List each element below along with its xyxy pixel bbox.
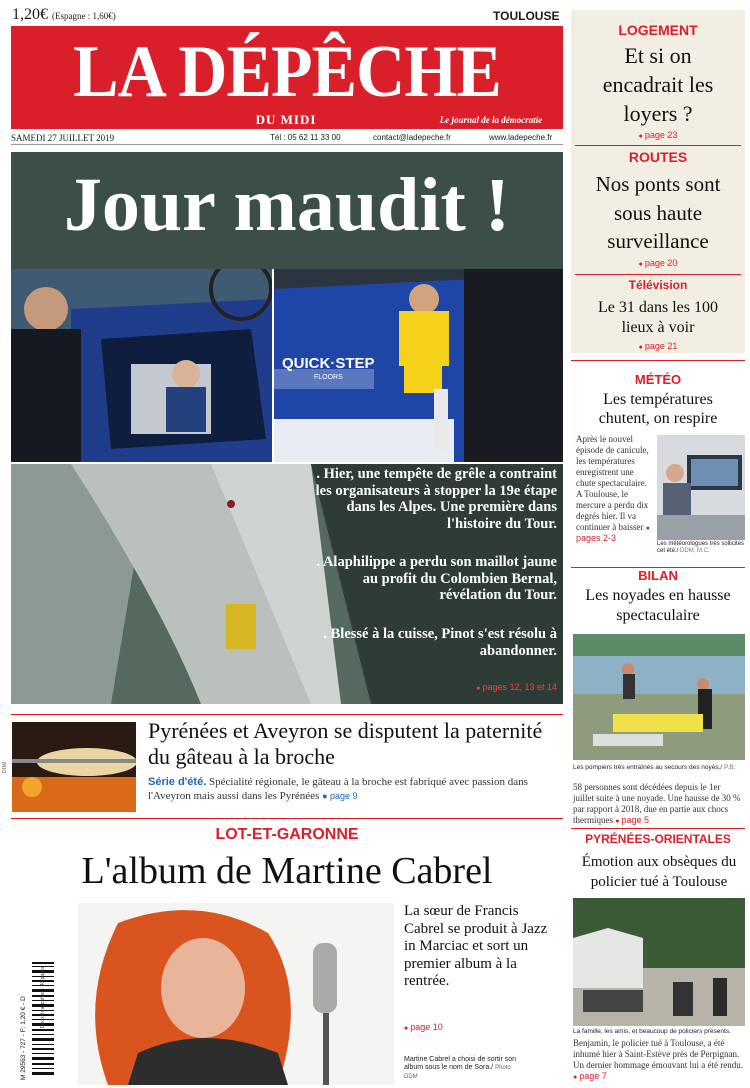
- cabrel-caption-text: Martine Cabrel a choisi de sortir son album sous le nom de Sora./: [404, 1056, 517, 1072]
- dateline: [11, 133, 563, 145]
- cabrel-credit: Photo DDM: [404, 1065, 511, 1080]
- routes-label: ROUTES: [628, 149, 688, 165]
- barcode: [12, 930, 58, 1082]
- meteo-title[interactable]: Les températures chutent, on respire: [598, 391, 718, 427]
- email[interactable]: contact@ladepeche.fr: [373, 133, 451, 142]
- price-spain: (Espagne : 1,60€): [52, 11, 116, 21]
- bilan-title[interactable]: Les noyades en hausse spectaculaire: [585, 587, 731, 624]
- sidebar-divider-5: [571, 828, 745, 829]
- po-page[interactable]: ● page 7: [573, 1071, 607, 1081]
- po-title[interactable]: Émotion aux obsèques du policier tué à Toulouse: [581, 854, 737, 890]
- barcode-code: M 29563 - 727 - F: 1,20 € - D: [20, 996, 27, 1080]
- lead-pages[interactable]: ● pages 12, 13 et 14: [311, 682, 557, 692]
- photo-cabrel: [78, 903, 394, 1085]
- masthead-logo[interactable]: [11, 26, 563, 129]
- meteo-illustration: [657, 435, 745, 540]
- cabrel-caption: [404, 1056, 524, 1081]
- logement-title[interactable]: Et si on encadrait les loyers ?: [602, 43, 714, 126]
- gateau-kicker: Série d'été.: [148, 776, 207, 788]
- bilan-body: [573, 782, 743, 826]
- bilan-credit: P.B.: [724, 764, 736, 771]
- website[interactable]: www.ladepeche.fr: [489, 133, 553, 142]
- photo-meteo: [657, 435, 745, 540]
- cabrel-title[interactable]: L'album de Martine Cabrel: [81, 850, 493, 892]
- lead-bullet-3[interactable]: . Blessé à la cuisse, Pinot s'est résolu à abandonner.: [323, 626, 557, 659]
- gateau-page[interactable]: ● page 9: [322, 791, 358, 801]
- lead-bullet-1[interactable]: . Hier, une tempête de grêle a contraint les organisateurs à stopper la 19e étape dans les Alpes. Une première dans l'histoire du Tour.: [315, 466, 557, 532]
- gateau-illustration: [12, 722, 136, 812]
- price-value: 1,20€: [12, 6, 48, 23]
- sidebar: [571, 10, 745, 1085]
- date: SAMEDI 27 JUILLET 2019: [11, 133, 115, 143]
- bilan-caption: [573, 764, 745, 772]
- meteo-body: [576, 434, 654, 544]
- lead-headline-banner: [11, 152, 563, 269]
- lead-bullets: [311, 464, 563, 704]
- lead-bullet-2[interactable]: . Alaphilippe a perdu son maillot jaune au profit du Colombien Bernal, révélation du Tour.: [316, 554, 557, 603]
- routes-title[interactable]: Nos ponts sont sous haute surveillance: [595, 172, 721, 253]
- meteo-caption: [657, 541, 745, 555]
- po-body: [573, 1038, 745, 1082]
- logo-text: LA DÉPÊCHE: [73, 31, 501, 113]
- television-page[interactable]: ● page 21: [571, 341, 745, 351]
- cabrel-page[interactable]: ● page 10: [404, 1022, 443, 1032]
- cabrel-label: LOT-ET-GARONNE: [215, 826, 359, 843]
- edition-label: TOULOUSE: [493, 9, 560, 23]
- photo-team-car: [11, 269, 272, 462]
- cabrel-illustration: [78, 903, 394, 1085]
- barcode-supplement: Deuxième cahier : 40 pages: [40, 965, 46, 1028]
- lead-bullet-1-text: Hier, une tempête de grêle a contraint les organisateurs à stopper la 19e étape dans les Alpes. Une première dans l'histoire du Tour.: [315, 466, 557, 532]
- bilan-illustration: [573, 634, 745, 760]
- photo-gateau: [12, 722, 136, 812]
- gateau-body-text: Spécialité régionale, le gâteau à la broche est fabriqué avec passion dans l'Aveyron mais aussi dans les Pyrénées: [148, 776, 528, 802]
- gateau-title[interactable]: Pyrénées et Aveyron se disputent la paternité du gâteau à la broche: [148, 718, 543, 769]
- barcode-icon: [12, 930, 58, 1082]
- phone: Tél : 05 62 11 33 00: [270, 133, 341, 142]
- gateau-credit: DDM: [2, 761, 8, 773]
- photo-bilan: [573, 634, 745, 760]
- lead-headline[interactable]: Jour maudit !: [63, 163, 511, 247]
- bilan-caption-text: Les pompiers très entraînés au secours des noyés./: [573, 764, 723, 771]
- po-caption: La famille, les amis, et beaucoup de policiers présents.: [573, 1028, 731, 1035]
- lead-bullet-3-text: Blessé à la cuisse, Pinot s'est résolu à abandonner.: [330, 626, 557, 659]
- divider-gateau: [11, 818, 563, 819]
- television-title[interactable]: Le 31 dans les 100 lieux à voir: [598, 299, 718, 336]
- lead-bullet-2-text: Alaphilippe a perdu son maillot jaune au profit du Colombien Bernal, révélation du Tour.: [322, 554, 557, 603]
- photo-aerial-road: [11, 464, 563, 704]
- meteo-pages[interactable]: ● pages 2-3: [576, 522, 650, 544]
- bilan-label: BILAN: [638, 568, 678, 583]
- team-car-illustration: [11, 269, 272, 462]
- tagline: Le journal de la démocratie: [439, 115, 543, 125]
- sidebar-divider-1: [575, 145, 741, 146]
- po-label: PYRÉNÉES-ORIENTALES: [585, 832, 731, 846]
- logo-sub: DU MIDI: [255, 112, 317, 127]
- cabrel-body: La sœur de Francis Cabrel se produit à Jazz in Marciac et sort un premier album à la rentrée.: [404, 903, 548, 989]
- obseques-illustration: [573, 898, 745, 1026]
- bilan-body-text: 58 personnes sont décédées depuis le 1er juillet suite à une noyade. Une hausse de 30 % par rapport à 2018, due en partie aux chocs thermiques: [573, 782, 741, 825]
- divider-lead: [11, 714, 563, 715]
- photo-obseques: [573, 898, 745, 1026]
- car-sponsor-sub: FLOORS: [314, 374, 343, 381]
- gateau-body: [148, 775, 562, 803]
- routes-page[interactable]: ● page 20: [571, 258, 745, 268]
- meteo-caption-text: Les météorologues très sollicités cet été./: [657, 541, 745, 555]
- photo-yellow-jersey: [274, 269, 563, 462]
- television-label: Télévision: [628, 278, 688, 292]
- logement-page[interactable]: ● page 23: [571, 130, 745, 140]
- bilan-page[interactable]: ● page 5: [615, 815, 649, 825]
- meteo-body-text: Après le nouvel épisode de canicule, les températures enregistrent une chute spectaculaire. A Toulouse, le mercure a perdu dix degrés hier. Il va continuer à baisser: [576, 434, 649, 532]
- sidebar-divider-3: [571, 360, 745, 361]
- sidebar-divider-2: [575, 274, 741, 275]
- gateau-page-label: page 9: [330, 791, 358, 801]
- logement-label: LOGEMENT: [618, 22, 698, 38]
- meteo-credit: DDM, M.C.: [680, 548, 710, 555]
- price: [12, 6, 116, 24]
- po-body-text: Benjamin, le policier tué à Toulouse, a été inhumé hier à Saint-Estève près de Perpignan. Un dernier hommage émouvant lui a été rendu.: [573, 1038, 743, 1070]
- meteo-label: MÉTÉO: [634, 372, 682, 387]
- car-sponsor-text: QUICK·STEP: [282, 355, 375, 372]
